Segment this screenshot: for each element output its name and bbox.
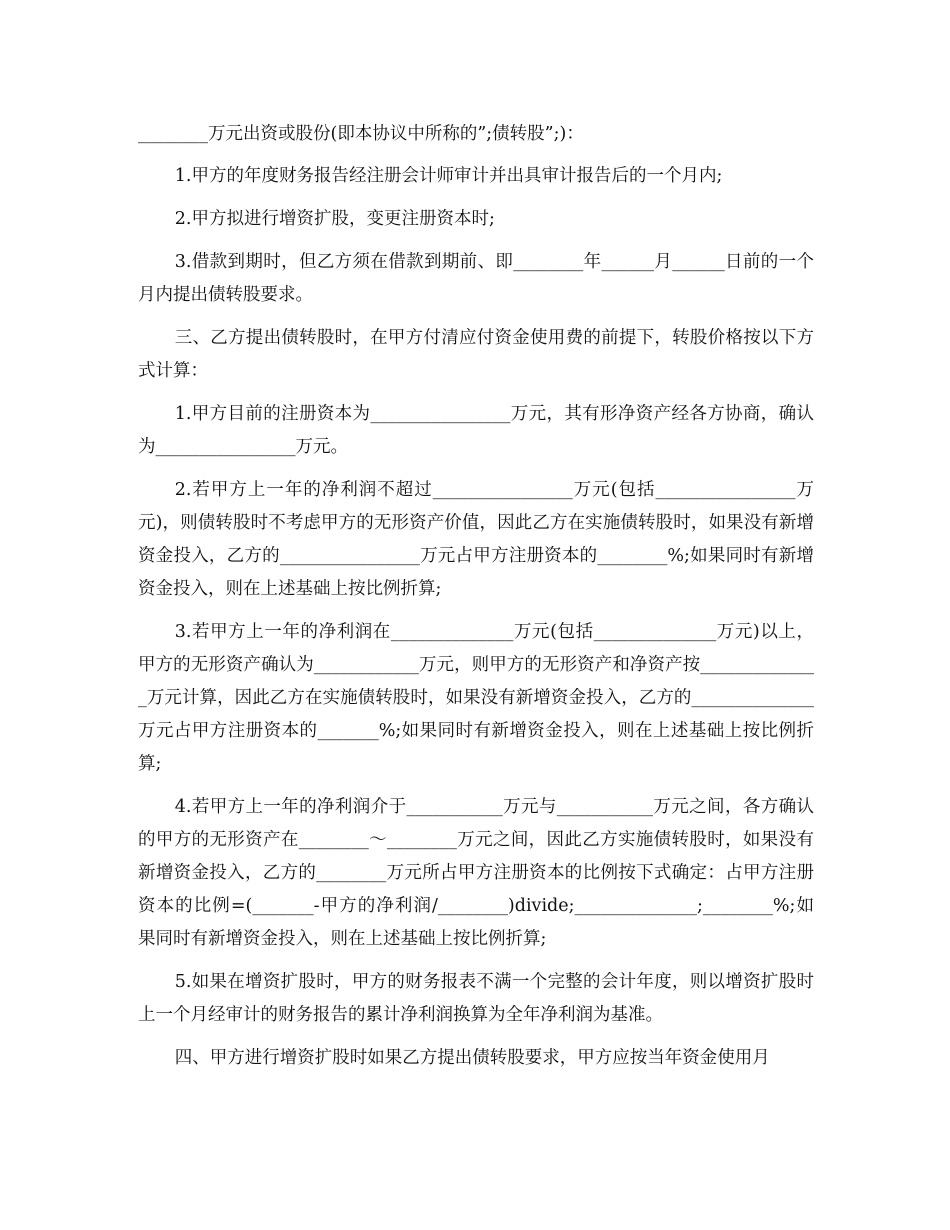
paragraph-item-1: 1.甲方的年度财务报告经注册会计师审计并出具审计报告后的一个月内; bbox=[174, 166, 723, 186]
paragraph-calc-5: 5.如果在增资扩股时，甲方的财务报表不满一个完整的会计年度，则以增资扩股时上一个月经审计的财务报告的累计净利润换算为全年净利润为基准。 bbox=[138, 972, 814, 1025]
document-body bbox=[138, 118, 814, 1085]
paragraph-calc-1: 1.甲方目前的注册资本为________________万元，其有形净资产经各方协商，确认为________________万元。 bbox=[138, 404, 814, 457]
section-three-heading: 三、乙方提出债转股时，在甲方付清应付资金使用费的前提下，转股价格按以下方式计算： bbox=[138, 328, 814, 381]
paragraph-item-3: 3.借款到期时，但乙方须在借款到期前、即________年______月______日前的一个月内提出债转股要求。 bbox=[138, 252, 814, 305]
section-four-heading: 四、甲方进行增资扩股时如果乙方提出债转股要求，甲方应按当年资金使用月 bbox=[174, 1048, 770, 1068]
paragraph-calc-4: 4.若甲方上一年的净利润介于___________万元与___________万元之间，各方确认的甲方的无形资产在________～________万元之间，因此乙方实施债转股时，如果没有新增资金投入，乙方的________万元所占甲方注册资本的比例按下式确定：占甲方注册资本的比例=(_______-甲方的净利润/________)divide;______________;________%;如果同时有新增资金投入，则在上述基础上按比例折算; bbox=[138, 797, 814, 949]
paragraph-continuation: ________万元出资或股份(即本协议中所称的”;债转股”;)： bbox=[138, 124, 584, 144]
paragraph-calc-3: 3.若甲方上一年的净利润在______________万元(包括______________万元)以上，甲方的无形资产确认为____________万元，则甲方的无形资产和净资产按______________万元计算，因此乙方在实施债转股时，如果没有新增资金投入，乙方的______________万元占甲方注册资本的_______%;如果同时有新增资金投入，则在上述基础上按比例折算; bbox=[138, 622, 814, 774]
paragraph-item-2: 2.甲方拟进行增资扩股，变更注册资本时; bbox=[174, 209, 495, 229]
paragraph-calc-2: 2.若甲方上一年的净利润不超过________________万元(包括________________万元)，则债转股时不考虑甲方的无形资产价值，因此乙方在实施债转股时，如果没有新增资金投入，乙方的________________万元占甲方注册资本的________%;如果同时有新增资金投入，则在上述基础上按比例折算; bbox=[138, 480, 814, 599]
